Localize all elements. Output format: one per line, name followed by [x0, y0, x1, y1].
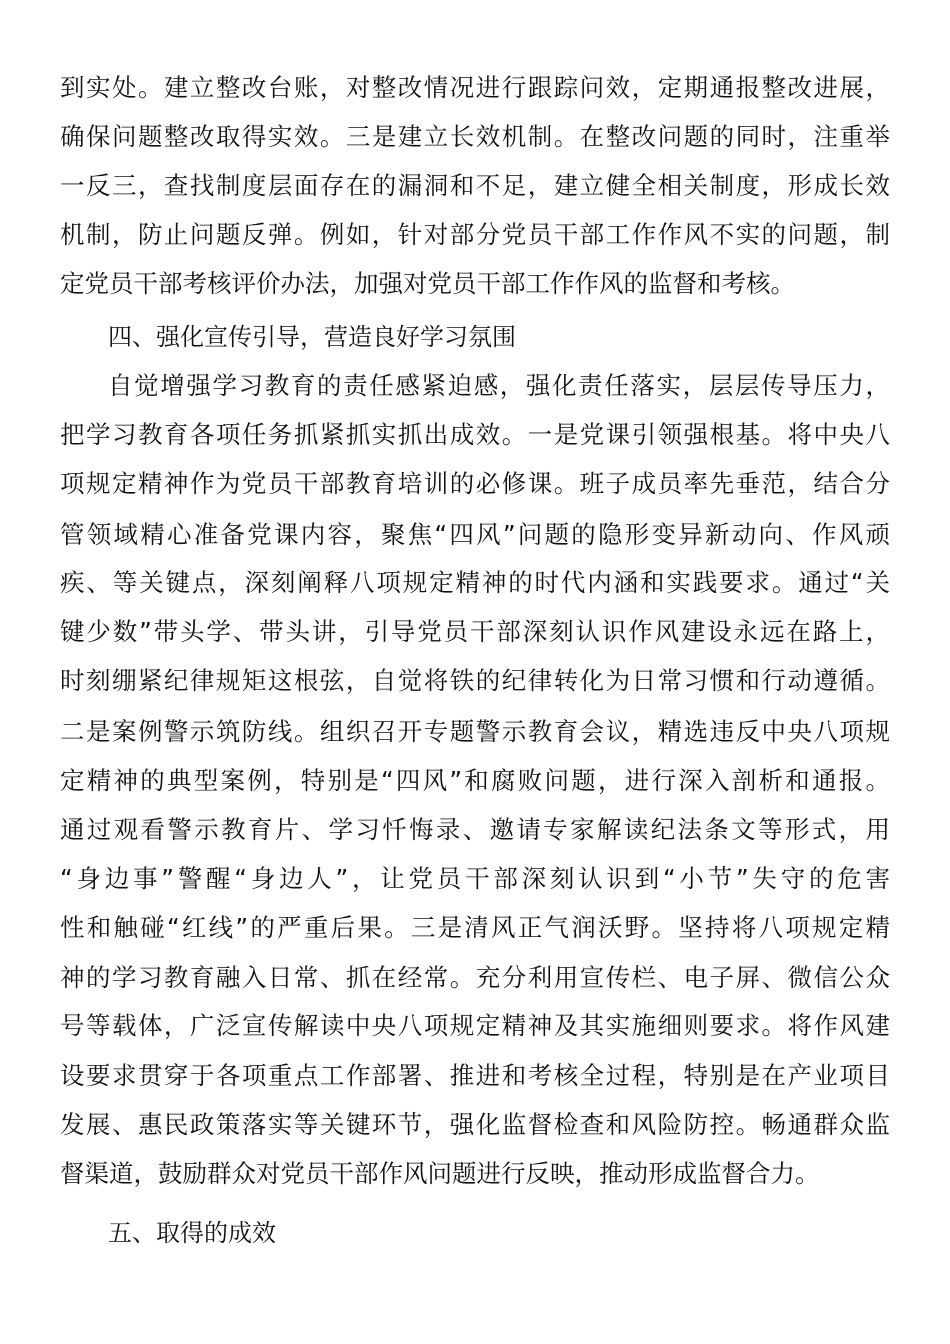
text-line: 督渠道，鼓励群众对党员干部作风问题进行反映，推动形成监督合力。: [60, 1159, 820, 1188]
text-line: 项规定精神作为党员干部教育培训的必修课。班子成员率先垂范，结合分: [60, 469, 890, 498]
text-line: 定党员干部考核评价办法，加强对党员干部工作作风的监督和考核。: [60, 269, 795, 298]
text-line: 通过观看警示教育片、学习忏悔录、邀请专家解读纪法条文等形式，用: [60, 815, 890, 844]
section-heading: 四、强化宣传引导，营造良好学习氛围: [108, 323, 516, 351]
text-line: 发展、惠民政策落实等关键环节，强化监督检查和风险防控。畅通群众监: [60, 1110, 890, 1139]
text-line: 管领域精心准备党课内容，聚焦“四风”问题的隐形变异新动向、作风顽: [60, 520, 890, 549]
text-line: 性和触碰“红线”的严重后果。三是清风正气润沃野。坚持将八项规定精: [60, 913, 890, 942]
text-line: 疾、等关键点，深刻阐释八项规定精神的时代内涵和实践要求。通过“关: [60, 568, 890, 597]
text-line: 确保问题整改取得实效。三是建立长效机制。在整改问题的同时，注重举: [60, 122, 890, 151]
text-line: 键少数”带头学、带头讲，引导党员干部深刻认识作风建设永远在路上，: [60, 617, 890, 646]
section-heading: 五、取得的成效: [108, 1219, 276, 1247]
text-line: 定精神的典型案例，特别是“四风”和腐败问题，进行深入剖析和通报。: [60, 766, 890, 795]
text-line: 到实处。建立整改台账，对整改情况进行跟踪问效，定期通报整改进展，: [60, 73, 890, 102]
text-line: “身边事”警醒“身边人”，让党员干部深刻认识到“小节”失守的危害: [60, 864, 890, 893]
text-line: 把学习教育各项任务抓紧抓实抓出成效。一是党课引领强根基。将中央八: [60, 420, 890, 449]
text-line: 二是案例警示筑防线。组织召开专题警示教育会议，精选违反中央八项规: [60, 717, 890, 746]
text-line: 自觉增强学习教育的责任感紧迫感，强化责任落实，层层传导压力，: [108, 371, 890, 400]
text-line: 时刻绷紧纪律规矩这根弦，自觉将铁的纪律转化为日常习惯和行动遵循。: [60, 666, 890, 695]
text-line: 神的学习教育融入日常、抓在经常。充分利用宣传栏、电子屏、微信公众: [60, 963, 890, 992]
text-line: 一反三，查找制度层面存在的漏洞和不足，建立健全相关制度，形成长效: [60, 171, 890, 200]
text-line: 机制，防止问题反弹。例如，针对部分党员干部工作作风不实的问题，制: [60, 220, 890, 249]
text-line: 号等载体，广泛宣传解读中央八项规定精神及其实施细则要求。将作风建: [60, 1011, 890, 1040]
text-line: 设要求贯穿于各项重点工作部署、推进和考核全过程，特别是在产业项目: [60, 1061, 890, 1090]
